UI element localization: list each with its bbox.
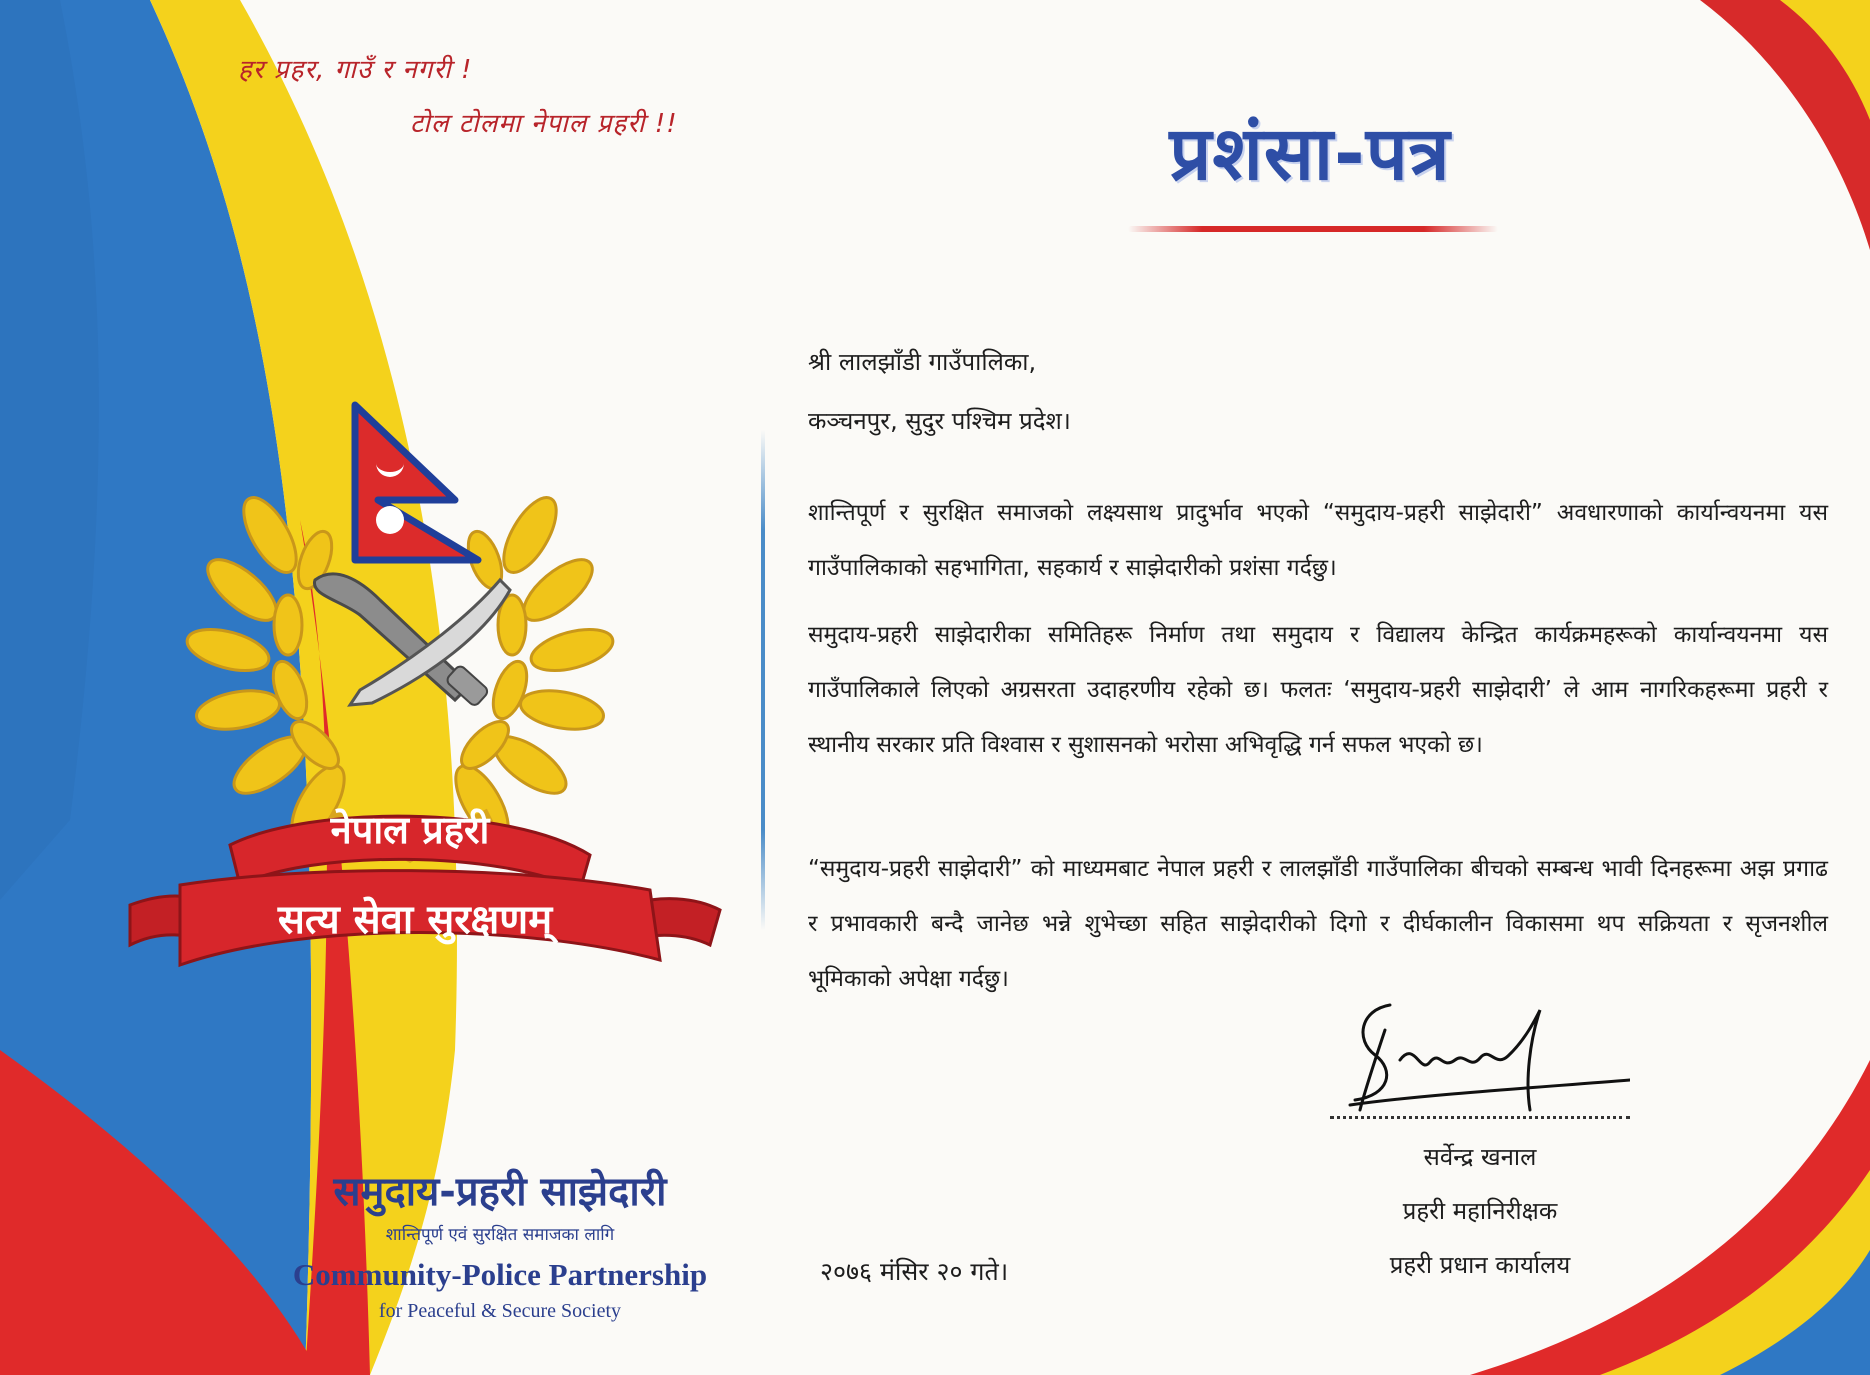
partnership-tagline-en: for Peaceful & Secure Society xyxy=(378,1300,622,1322)
certificate-date: २०७६ मंसिर २० गते। xyxy=(820,1257,1009,1286)
signatory-name: सर्वेन्द्र खनाल xyxy=(1423,1143,1537,1171)
title-underline xyxy=(1128,226,1498,232)
signatory-office: प्रहरी प्रधान कार्यालय xyxy=(1389,1251,1571,1279)
partnership-name-np: समुदाय-प्रहरी साझेदारी xyxy=(333,1169,667,1215)
body-paragraph: समुदाय-प्रहरी साझेदारीका समितिहरू निर्माण तथा समुदाय र विद्यालय केन्द्रित कार्यक्रमहरूको कार्यान्वयनमा यस गाउँपालिकाले लिएको अग्रसरता उदाहरणीय रहेको छ। फलतः ‘समुदाय-प्रहरी साझेदारी’ ले आम नागरिकहरूमा प्रहरी र स्थानीय सरकार प्रति विश्वास र सुशासनको भरोसा अभिवृद्धि गर्न सफल भएको छ। xyxy=(808,622,1828,758)
body-paragraph: “समुदाय-प्रहरी साझेदारी” को माध्यमबाट नेपाल प्रहरी र लालझाँडी गाउँपालिका बीचको सम्बन्ध भावी दिनहरूमा अझ प्रगाढ र प्रभावकारी बन्दै जानेछ भन्ने शुभेच्छा सहित साझेदारीको दिगो र दीर्घकालीन विकासमा थप सक्रियता र सृजनशील भूमिकाको अपेक्षा गर्दछु। xyxy=(808,856,1828,992)
ribbon-top-text: नेपाल प्रहरी xyxy=(330,808,490,852)
handwritten-signature xyxy=(1330,1000,1630,1120)
wreath-left-icon xyxy=(183,490,355,849)
wreath-right-icon xyxy=(445,490,617,849)
signatory-title: प्रहरी महानिरीक्षक xyxy=(1402,1197,1558,1225)
slogan-line-1: हर प्रहर, गाउँ र नगरी ! xyxy=(238,55,473,85)
crossed-khukuri-icon xyxy=(314,574,510,707)
ribbon-motto-text: सत्य सेवा सुरक्षणम् xyxy=(277,897,553,943)
partnership-tagline-np: शान्तिपूर्ण एवं सुरक्षित समाजका लागि xyxy=(385,1225,615,1245)
nepal-flag-icon xyxy=(355,405,478,560)
certificate-title: प्रशंसा-पत्र xyxy=(1169,111,1451,197)
nepal-police-emblem xyxy=(110,385,730,985)
body-paragraph: शान्तिपूर्ण र सुरक्षित समाजको लक्ष्यसाथ प्रादुर्भाव भएको “समुदाय-प्रहरी साझेदारी” अवधारणाको कार्यान्वयनमा यस गाउँपालिकाको सहभागिता, सहकार्य र साझेदारीको प्रशंसा गर्दछु। xyxy=(808,500,1828,581)
signature-line xyxy=(1330,1116,1630,1119)
vertical-divider xyxy=(761,430,765,930)
partnership-name-en: Community-Police Partnership xyxy=(292,1257,708,1292)
recipient-line-2: कञ्चनपुर, सुदुर पश्चिम प्रदेश। xyxy=(808,407,1071,435)
recipient-line-1: श्री लालझाँडी गाउँपालिका, xyxy=(808,348,1037,376)
slogan-line-2: टोल टोलमा नेपाल प्रहरी !! xyxy=(410,109,678,139)
